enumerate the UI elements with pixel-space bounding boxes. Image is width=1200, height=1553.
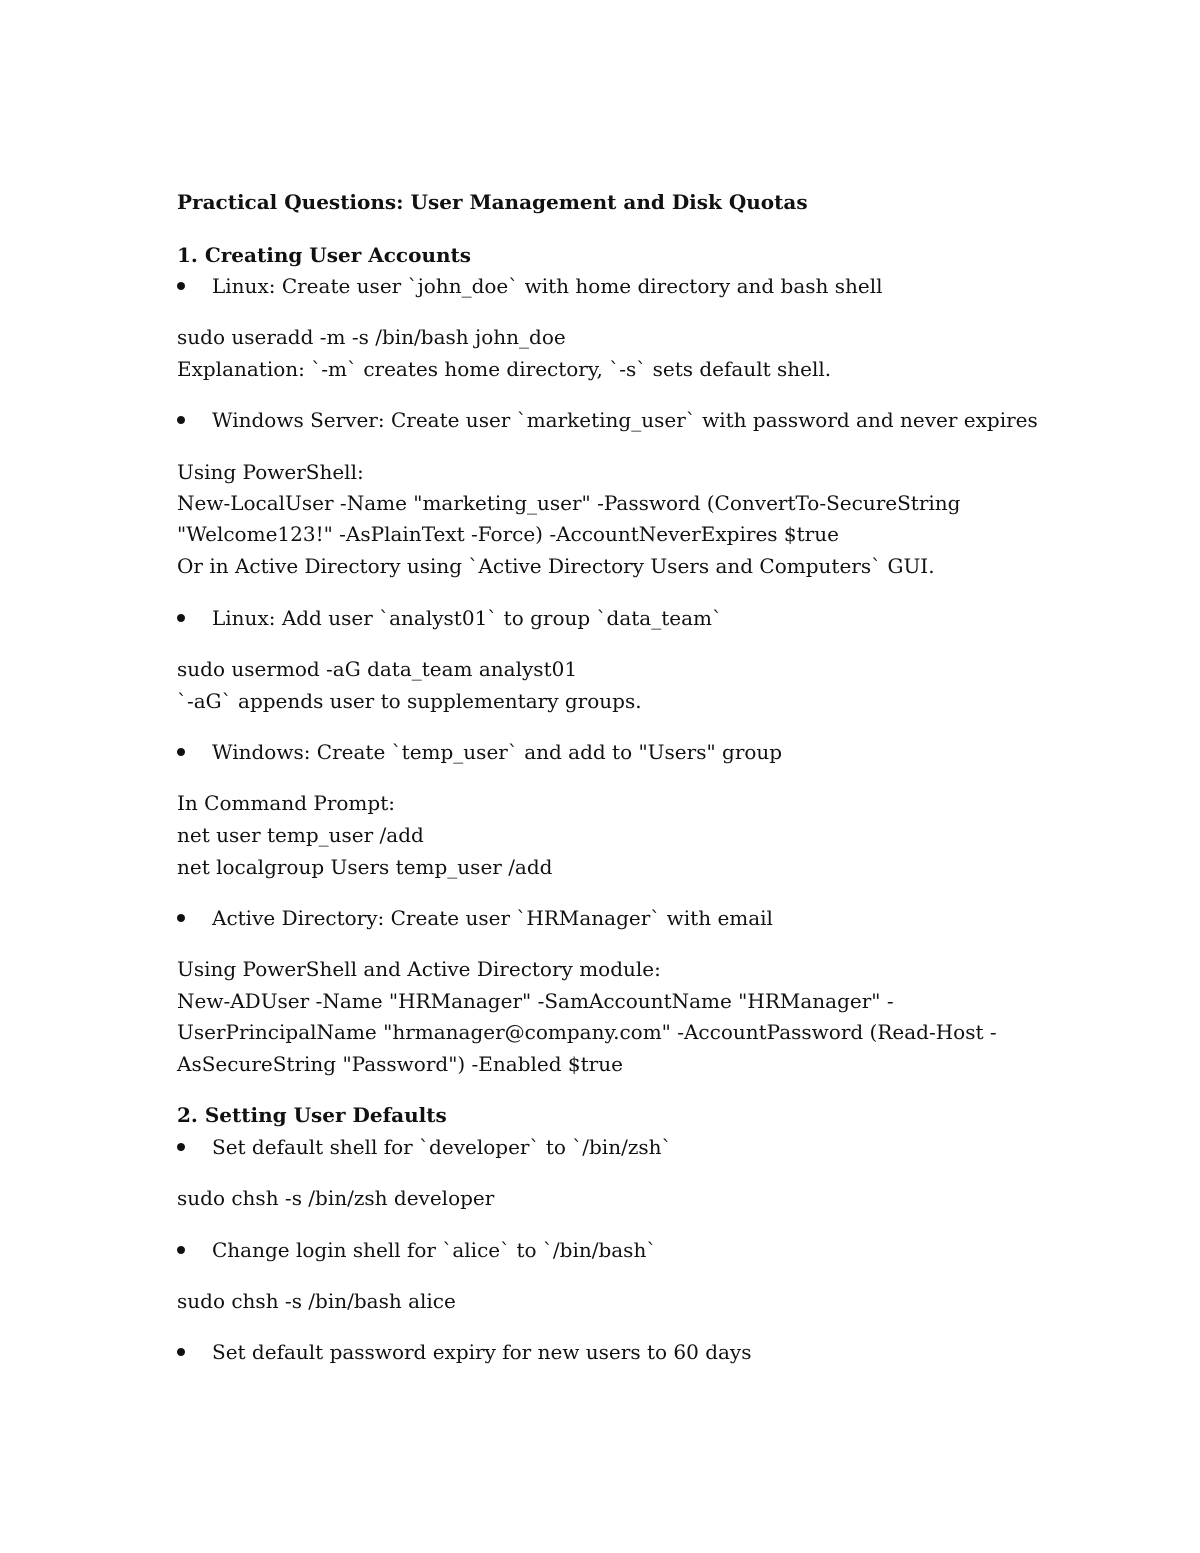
command-text: AsSecureString "Password") -Enabled $true (177, 1052, 623, 1076)
bullet-icon (177, 1143, 185, 1151)
list-item-text: Linux: Create user `john_doe` with home directory and bash shell (212, 274, 883, 298)
list-item-text: Linux: Add user `analyst01` to group `data_team` (212, 606, 722, 630)
command-text: "Welcome123!" -AsPlainText -Force) -AccountNeverExpires $true (177, 522, 839, 546)
list-item-text: Change login shell for `alice` to `/bin/bash` (212, 1238, 657, 1262)
command-text: sudo useradd -m -s /bin/bash john_doe (177, 325, 566, 349)
command-text: net localgroup Users temp_user /add (177, 855, 553, 879)
bullet-icon (177, 416, 185, 424)
bullet-icon (177, 914, 185, 922)
bullet-icon (177, 1348, 185, 1356)
section-heading-creating-user-accounts: 1. Creating User Accounts (177, 243, 472, 267)
bullet-icon (177, 1246, 185, 1254)
bullet-icon (177, 282, 185, 290)
list-item-text: Windows: Create `temp_user` and add to "Users" group (212, 740, 783, 764)
command-text: sudo chsh -s /bin/bash alice (177, 1289, 456, 1313)
document-title: Practical Questions: User Management and Disk Quotas (177, 190, 808, 214)
intro-text: In Command Prompt: (177, 791, 395, 815)
list-item-text: Active Directory: Create user `HRManager` with email (212, 906, 773, 930)
command-text: sudo usermod -aG data_team analyst01 (177, 657, 578, 681)
command-text: New-ADUser -Name "HRManager" -SamAccountName "HRManager" - (177, 989, 894, 1013)
intro-text: Using PowerShell: (177, 460, 364, 484)
intro-text: Using PowerShell and Active Directory module: (177, 957, 661, 981)
section-heading-setting-user-defaults: 2. Setting User Defaults (177, 1103, 447, 1127)
command-text: sudo chsh -s /bin/zsh developer (177, 1186, 495, 1210)
list-item-text: Windows Server: Create user `marketing_user` with password and never expires (212, 408, 1038, 432)
list-item-text: Set default password expiry for new users to 60 days (212, 1340, 752, 1364)
command-text: net user temp_user /add (177, 823, 424, 847)
explanation-text: Or in Active Directory using `Active Directory Users and Computers` GUI. (177, 554, 935, 578)
list-item-text: Set default shell for `developer` to `/bin/zsh` (212, 1135, 672, 1159)
explanation-text: `-aG` appends user to supplementary groups. (177, 689, 642, 713)
command-text: New-LocalUser -Name "marketing_user" -Password (ConvertTo-SecureString (177, 491, 961, 515)
bullet-icon (177, 748, 185, 756)
bullet-icon (177, 614, 185, 622)
command-text: UserPrincipalName "hrmanager@company.com" -AccountPassword (Read-Host - (177, 1020, 997, 1044)
explanation-text: Explanation: `-m` creates home directory, `-s` sets default shell. (177, 357, 832, 381)
